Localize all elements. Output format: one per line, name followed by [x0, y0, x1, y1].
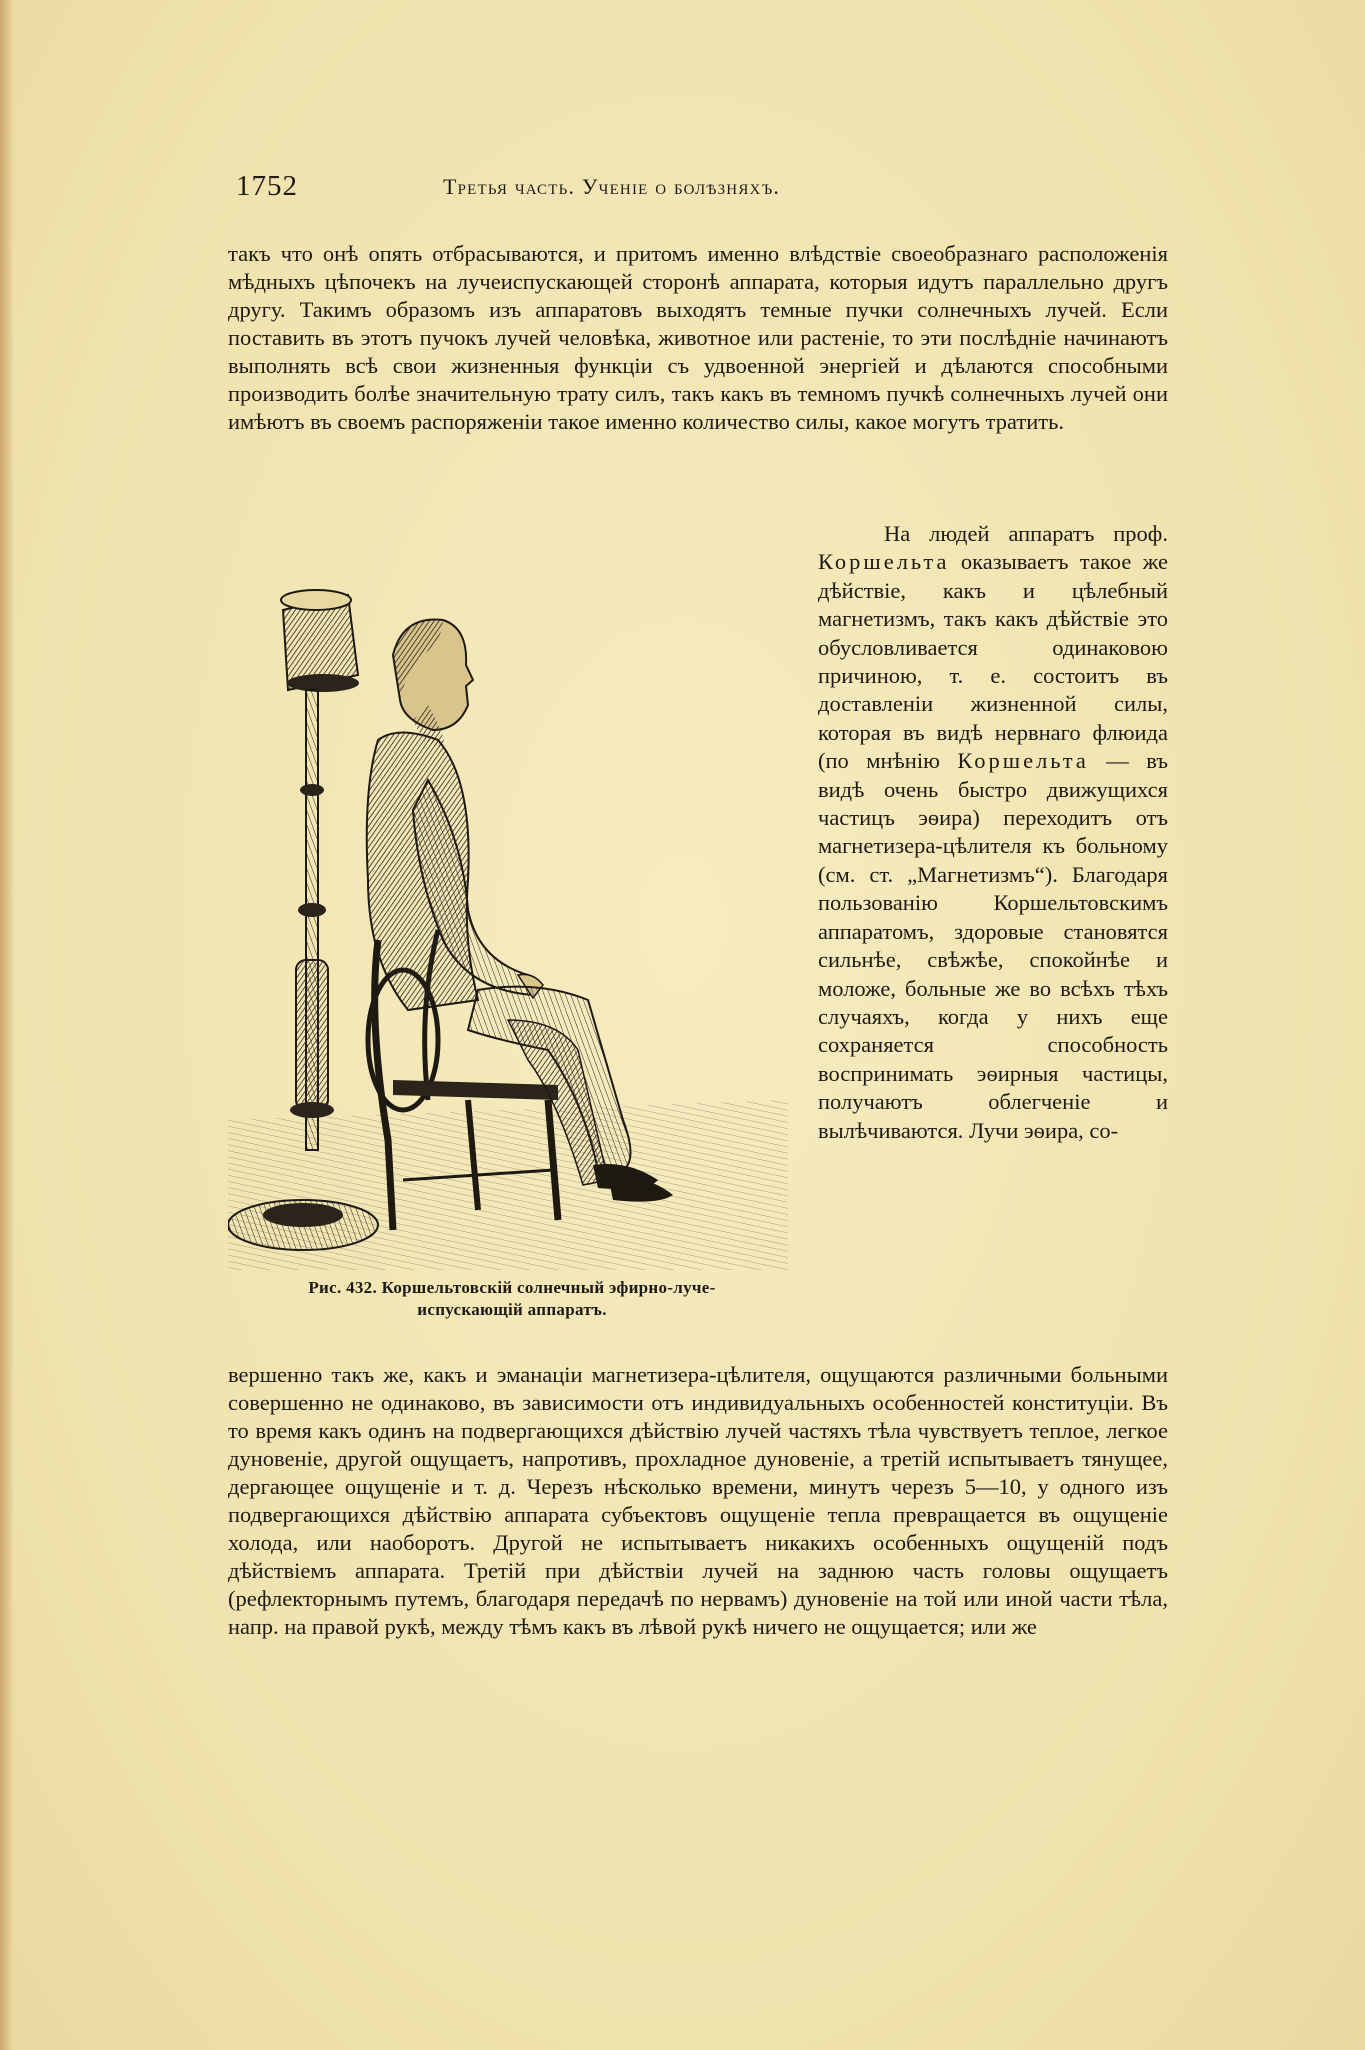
- top-paragraph-text: такъ что онѣ опять отбрасываются, и притомъ именно влѣдствiе своеобразнаго расположенiя мѣдныхъ цѣпочекъ на лучеиспускающей сторонѣ аппарата, которыя идутъ параллельно другъ другу. Такимъ образомъ изъ аппаратовъ выходятъ темные пучки солнечныхъ лучей. Если поставить въ этотъ пучокъ лучей человѣка, животное или растенiе, то эти послѣднiе начинаютъ выполнять всѣ свои жизненныя функцiи съ удвоенной энергiей и дѣлаются способными производить болѣе значительную трату силъ, такъ какъ въ темномъ пучкѣ солнечныхъ лучей они имѣютъ въ своемъ распоряженiи такое именно количество силы, какое могутъ тратить.: [228, 241, 1168, 434]
- bottom-paragraph: [228, 1361, 1168, 1641]
- right-column-text-mid: оказываетъ такое же дѣйствiе, какъ и цѣлебный магнетизмъ, такъ какъ дѣйствiе это обусловливается одинаковою причиною, т. е. состоитъ въ доставленiи жизненной силы, которая въ видѣ нервнаго флюида (по мнѣнiю: [818, 549, 1168, 774]
- apparatus-lamp-head: [281, 590, 359, 692]
- seated-man-apparatus-illustration: [228, 580, 798, 1280]
- figure-caption-line-2: испускающiй аппаратъ.: [417, 1300, 607, 1319]
- page-header: [228, 170, 1158, 210]
- figure-caption: [222, 1277, 802, 1321]
- author-name: Коршельта: [818, 549, 950, 575]
- page-edge-shadow: [0, 0, 14, 2050]
- top-paragraph: [228, 240, 1168, 436]
- figure-caption-line-1: Рис. 432. Коршельтовскiй солнечный эфирно-луче-: [308, 1278, 716, 1297]
- bottom-paragraph-text: вершенно такъ же, какъ и эманацiи магнетизера-цѣлителя, ощущаются различными больными совершенно не одинаково, въ зависимости отъ индивидуальныхъ особенностей конституцiи. Въ то время какъ одинъ на подвергающихся дѣйствiю лучей частяхъ тѣла чувствуетъ теплое, легкое дуновенiе, другой ощущаетъ, напротивъ, прохладное дуновенiе, а третiй испытываетъ тянущее, дергающее ощущенiе и т. д. Черезъ нѣсколько времени, минутъ черезъ 5—10, у одного изъ подвергающихся дѣйствiю аппарата субъектовъ ощущенiе тепла превращается въ ощущенiе холода, или наоборотъ. Другой не испытываетъ никакихъ особенныхъ ощущенiй подъ дѣйствiемъ аппарата. Третiй при дѣйствiи лучей на заднюю часть головы ощущаетъ (рефлекторнымъ путемъ, благодаря передачѣ по нервамъ) дуновенiе на той или иной части тѣла, напр. на правой рукѣ, между тѣмъ какъ въ лѣвой рукѣ ничего не ощущается; или же: [228, 1362, 1168, 1639]
- right-column-text-end: — въ видѣ очень быстро движущихся частицъ эѳира) переходитъ отъ магнетизера-цѣлителя къ больному (см. ст. „Магнетизмъ“). Благодаря пользованiю Коршельтовскимъ аппаратомъ, здоровые становятся сильнѣе, свѣжѣе, спокойнѣе и моложе, больные же во всѣхъ тѣхъ случаяхъ, когда у нихъ еще сохраняется способность воспринимать эѳирныя частицы, получаютъ облегченiе и вылѣчиваются. Лучи эѳира, со-: [818, 748, 1168, 1143]
- running-head: Третья часть. Ученiе о болѣзняхъ.: [443, 174, 781, 199]
- right-column-text-start: На людей аппаратъ проф.: [884, 521, 1168, 546]
- figure-engraving: [228, 580, 798, 1280]
- right-column-text: [818, 520, 1168, 1145]
- author-name-repeat: Коршельта: [957, 748, 1089, 774]
- right-column-paragraph: [818, 520, 1168, 1145]
- page-number: 1752: [236, 170, 298, 202]
